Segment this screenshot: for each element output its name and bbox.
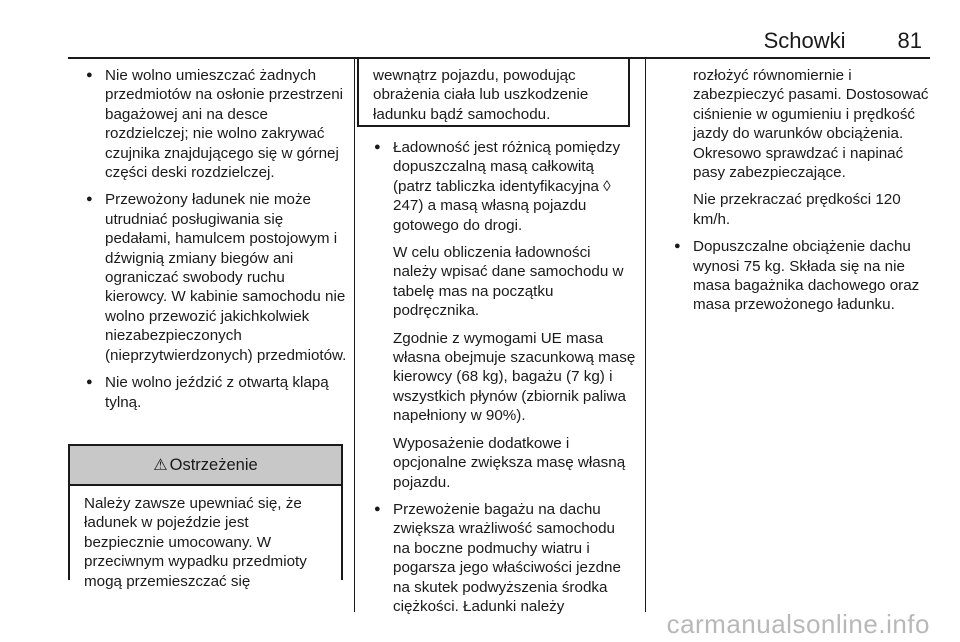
watermark: carmanualsonline.info [666,609,930,639]
bullet-text: Przewożenie bagażu na dachu zwiększa wrażliwość samochodu na boczne podmuchy wiatru i pogarsza jego właściwości jezdne na skutek podwyższenia środka ciężkości. Ładunki należy [393,500,621,615]
bullet-item [80,373,348,412]
section-title: Schowki [763,28,846,53]
warning-triangle-icon: ⚠ [153,457,168,474]
bullet-item [80,66,348,182]
column-divider [354,59,355,612]
bullet-text: Nie wolno jeździć z otwartą klapą tylną. [105,374,329,411]
paragraph: Nie przekraczać prędkości 120 km/h. [693,191,901,228]
paragraph: rozłożyć równomiernie i zabezpieczyć pasami. Dostosować ciśnienie w ogumieniu i prędkość jazdy do warunków obciążenia. Okresowo sprawdzać i napinać pasy zabezpieczające. [693,67,929,182]
warning-box-continued: wewnątrz pojazdu, powodując obrażenia ciała lub uszkodzenie ładunku bądź samochodu. [357,59,630,127]
column-2 [368,138,636,624]
bullet-item [368,500,636,616]
bullet-item [668,237,938,315]
bullet-item [368,138,636,492]
bullet-text: Dopuszczalne obciążenie dachu wynosi 75 kg. Składa się na nie masa bagażnika dachowego oraz masa przewożonego ładunku. [693,238,920,314]
page-header [764,28,922,54]
column-1 [80,66,348,420]
bullet-item [80,190,348,365]
warning-box [68,444,343,590]
warning-body: Należy zawsze upewniać się, że ładunek w pojeździe jest bezpiecznie umocowany. W przeciwnym wypadku przedmioty mogą przemieszczać się [84,495,307,590]
warning-header [70,446,341,486]
paragraph: ● Ładowność jest różnicą pomiędzy dopuszczalną masą całkowitą (patrz tabliczka identyfikacyjna ◊ 247) a masą własną pojazdu gotowego do drogi. [393,139,621,234]
paragraph: Wyposażenie dodatkowe i opcjonalne zwiększa masę własną pojazdu. [393,434,626,491]
paragraph: W celu obliczenia ładowności należy wpisać dane samochodu w tabelę mas na początku podręcznika. [393,244,624,320]
bullet-text: Nie wolno umieszczać żadnych przedmiotów na osłonie przestrzeni bagażowej ani na desce rozdzielczej; nie wolno zakrywać czujnika znajdującego się w górnej części deski rozdzielczej. [105,67,344,182]
bullet-text: Przewożony ładunek nie może utrudniać posługiwania się pedałami, hamulcem postojowym i dźwignią zmiany biegów ani ograniczać swobody ruchu kierowcy. W kabinie samochodu nie wolno przewozić jakichkolwiek niezabezpieczonych (nieprzytwierdzonych) przedmiotów. [105,191,347,364]
page-number: 81 [897,28,922,53]
warning-title: Ostrzeżenie [169,455,258,474]
column-3 [658,66,938,323]
column-divider [645,59,646,612]
paragraph: Zgodnie z wymogami UE masa własna obejmuje szacunkową masę kierowcy (68 kg), bagażu (7 kg) i wszystkich płynów (zbiornik paliwa napełniony w 90%). [393,329,636,425]
